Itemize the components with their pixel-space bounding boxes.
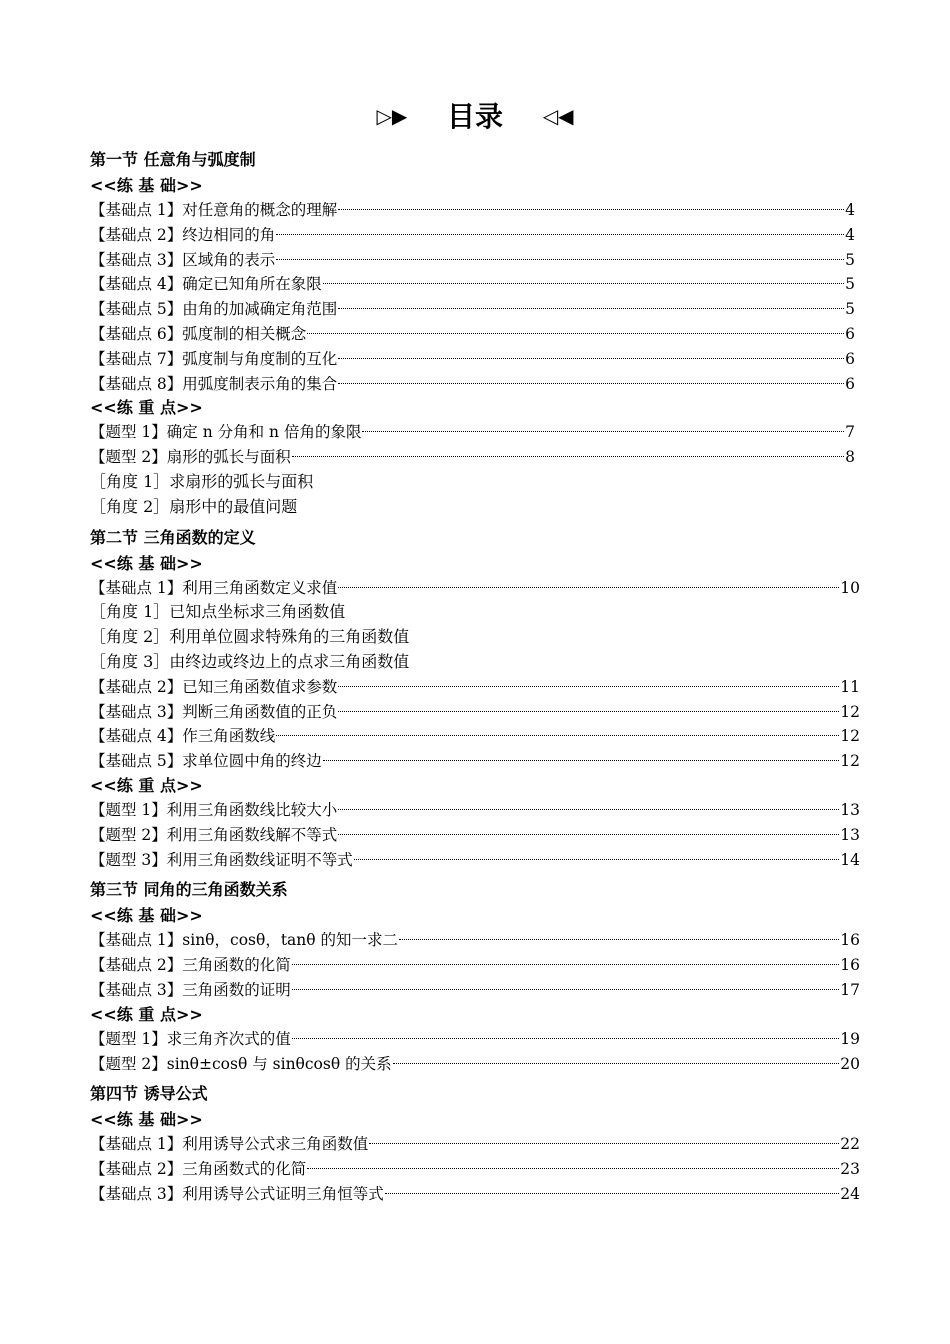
toc-entry-label: 【题型 1】求三角齐次式的值 bbox=[90, 1029, 291, 1048]
dot-leader bbox=[338, 587, 839, 588]
toc-entry-label: 【基础点 2】三角函数的化简 bbox=[90, 956, 291, 975]
section-title: 第四节 诱导公式 bbox=[90, 1084, 208, 1104]
toc-entry-label: 【基础点 1】利用诱导公式求三角函数值 bbox=[90, 1135, 369, 1154]
toc-entry[interactable] bbox=[90, 1157, 860, 1182]
toc-entry-page: 6 bbox=[845, 374, 855, 393]
toc-entry-page: 6 bbox=[845, 324, 855, 343]
dot-leader bbox=[399, 939, 839, 940]
toc-entry-page: 6 bbox=[845, 349, 855, 368]
dot-leader bbox=[276, 259, 844, 260]
toc-entry[interactable] bbox=[90, 700, 860, 725]
dot-leader bbox=[323, 760, 839, 761]
group-label: <<练 基 础>> bbox=[90, 553, 203, 573]
group-label: <<练 基 础>> bbox=[90, 906, 203, 926]
toc-entry-label: 【题型 1】确定 n 分角和 n 倍角的象限 bbox=[90, 423, 362, 442]
toc-entry-page: 19 bbox=[840, 1029, 860, 1048]
table-of-contents bbox=[90, 146, 860, 1207]
toc-subentry[interactable]: ［角度 1］已知点坐标求三角函数值 bbox=[90, 602, 346, 622]
toc-entry-label: 【基础点 2】已知三角函数值求参数 bbox=[90, 677, 338, 696]
toc-entry[interactable] bbox=[90, 576, 860, 601]
group-label: <<练 重 点>> bbox=[90, 1004, 203, 1024]
toc-entry-label: 【基础点 7】弧度制与角度制的互化 bbox=[90, 349, 338, 368]
group-label: <<练 基 础>> bbox=[90, 1110, 203, 1130]
toc-entry-label: 【题型 2】扇形的弧长与面积 bbox=[90, 448, 291, 467]
dot-leader bbox=[393, 1063, 840, 1064]
dot-leader bbox=[307, 1168, 839, 1169]
group-label: <<练 基 础>> bbox=[90, 176, 203, 195]
toc-entry-label: 【基础点 3】利用诱导公式证明三角恒等式 bbox=[90, 1184, 384, 1203]
triangle-left-icon: ◁◀ bbox=[542, 104, 574, 128]
toc-entry-label: 【题型 2】利用三角函数线解不等式 bbox=[90, 825, 338, 844]
dot-leader bbox=[323, 283, 844, 284]
toc-entry[interactable] bbox=[90, 297, 855, 322]
toc-entry[interactable] bbox=[90, 223, 855, 248]
toc-entry[interactable] bbox=[90, 798, 860, 823]
toc-entry-page: 12 bbox=[840, 727, 860, 746]
dot-leader bbox=[276, 735, 839, 736]
dot-leader bbox=[338, 834, 839, 835]
toc-entry-label: 【题型 1】利用三角函数线比较大小 bbox=[90, 800, 338, 819]
section-title: 第二节 三角函数的定义 bbox=[90, 527, 256, 547]
toc-entry-page: 4 bbox=[845, 201, 855, 219]
dot-leader bbox=[385, 1193, 839, 1194]
dot-leader bbox=[338, 308, 844, 309]
toc-entry-label: 【题型 2】sinθ±cosθ 与 sinθcosθ 的关系 bbox=[90, 1054, 392, 1073]
toc-entry[interactable] bbox=[90, 1182, 860, 1207]
toc-entry[interactable] bbox=[90, 347, 855, 372]
toc-entry-label: 【基础点 3】区域角的表示 bbox=[90, 250, 276, 269]
triangle-right-icon: ▷▶ bbox=[376, 104, 408, 128]
dot-leader bbox=[292, 1038, 839, 1039]
toc-entry-label: 【基础点 4】作三角函数线 bbox=[90, 727, 276, 746]
toc-subentry[interactable]: ［角度 1］求扇形的弧长与面积 bbox=[90, 471, 314, 491]
toc-entry[interactable] bbox=[90, 1027, 860, 1052]
group-label: <<练 重 点>> bbox=[90, 398, 203, 418]
toc-entry[interactable] bbox=[90, 675, 860, 700]
dot-leader bbox=[338, 209, 844, 210]
toc-subentry[interactable]: ［角度 3］由终边或终边上的点求三角函数值 bbox=[90, 651, 410, 671]
toc-entry[interactable] bbox=[90, 928, 860, 953]
toc-entry-label: 【基础点 3】三角函数的证明 bbox=[90, 980, 291, 999]
dot-leader bbox=[292, 964, 839, 965]
dot-leader bbox=[354, 859, 839, 860]
dot-leader bbox=[362, 431, 844, 432]
toc-entry-page: 13 bbox=[840, 825, 860, 844]
toc-entry-label: 【基础点 1】对任意角的概念的理解 bbox=[90, 201, 338, 219]
toc-entry-page: 8 bbox=[845, 448, 855, 467]
toc-entry[interactable] bbox=[90, 272, 855, 297]
dot-leader bbox=[292, 456, 844, 457]
toc-entry-page: 5 bbox=[845, 300, 855, 319]
toc-entry[interactable] bbox=[90, 953, 860, 978]
dot-leader bbox=[276, 234, 844, 235]
toc-entry-page: 10 bbox=[840, 578, 860, 597]
dot-leader bbox=[338, 711, 839, 712]
toc-entry-label: 【题型 3】利用三角函数线证明不等式 bbox=[90, 850, 353, 869]
toc-entry-label: 【基础点 8】用弧度制表示角的集合 bbox=[90, 374, 338, 393]
section-title: 第三节 同角的三角函数关系 bbox=[90, 880, 288, 900]
toc-entry[interactable] bbox=[90, 198, 855, 223]
toc-entry[interactable] bbox=[90, 848, 860, 873]
toc-entry[interactable] bbox=[90, 1052, 860, 1077]
group-label: <<练 重 点>> bbox=[90, 775, 203, 795]
section-title: 第一节 任意角与弧度制 bbox=[90, 150, 256, 169]
dot-leader bbox=[338, 809, 839, 810]
toc-entry-label: 【基础点 2】终边相同的角 bbox=[90, 225, 276, 244]
toc-entry-page: 16 bbox=[840, 931, 860, 950]
toc-entry[interactable] bbox=[90, 823, 860, 848]
toc-entry-label: 【基础点 3】判断三角函数值的正负 bbox=[90, 702, 338, 721]
dot-leader bbox=[292, 989, 839, 990]
toc-entry-page: 22 bbox=[840, 1135, 860, 1154]
toc-entry-page: 20 bbox=[840, 1054, 860, 1073]
toc-entry-page: 4 bbox=[845, 225, 855, 244]
toc-entry-page: 7 bbox=[845, 423, 855, 442]
dot-leader bbox=[338, 383, 844, 384]
page-title: 目录 bbox=[446, 100, 503, 133]
toc-entry-page: 5 bbox=[845, 250, 855, 269]
toc-entry-page: 23 bbox=[840, 1160, 860, 1179]
toc-entry[interactable] bbox=[90, 978, 860, 1003]
toc-entry-page: 12 bbox=[840, 702, 860, 721]
toc-entry[interactable] bbox=[90, 1132, 860, 1157]
toc-entry-page: 13 bbox=[840, 800, 860, 819]
toc-subentry[interactable]: ［角度 2］扇形中的最值问题 bbox=[90, 496, 298, 516]
toc-entry-page: 14 bbox=[840, 850, 860, 869]
toc-entry-label: 【基础点 2】三角函数式的化简 bbox=[90, 1160, 307, 1179]
dot-leader bbox=[338, 686, 839, 687]
toc-entry[interactable] bbox=[90, 372, 855, 397]
toc-entry-label: 【基础点 1】sinθ，cosθ，tanθ 的知一求二 bbox=[90, 931, 399, 950]
toc-entry-label: 【基础点 1】利用三角函数定义求值 bbox=[90, 578, 338, 597]
toc-entry[interactable] bbox=[90, 322, 855, 347]
toc-entry-page: 16 bbox=[840, 956, 860, 975]
dot-leader bbox=[307, 333, 844, 334]
toc-entry-page: 24 bbox=[840, 1184, 860, 1203]
toc-entry[interactable] bbox=[90, 724, 860, 749]
toc-entry[interactable] bbox=[90, 445, 855, 470]
toc-title-row bbox=[0, 96, 950, 137]
toc-entry-page: 5 bbox=[845, 275, 855, 294]
toc-entry-label: 【基础点 5】由角的加减确定角范围 bbox=[90, 300, 338, 319]
dot-leader bbox=[369, 1143, 839, 1144]
toc-entry[interactable] bbox=[90, 248, 855, 273]
toc-entry-page: 11 bbox=[840, 677, 860, 696]
toc-entry-label: 【基础点 4】确定已知角所在象限 bbox=[90, 275, 322, 294]
dot-leader bbox=[338, 358, 844, 359]
toc-entry-label: 【基础点 6】弧度制的相关概念 bbox=[90, 324, 307, 343]
toc-entry-label: 【基础点 5】求单位圆中角的终边 bbox=[90, 752, 322, 771]
toc-entry-page: 17 bbox=[840, 980, 860, 999]
toc-entry[interactable] bbox=[90, 420, 855, 445]
toc-entry[interactable] bbox=[90, 749, 860, 774]
toc-subentry[interactable]: ［角度 2］利用单位圆求特殊角的三角函数值 bbox=[90, 627, 410, 647]
toc-entry-page: 12 bbox=[840, 752, 860, 771]
